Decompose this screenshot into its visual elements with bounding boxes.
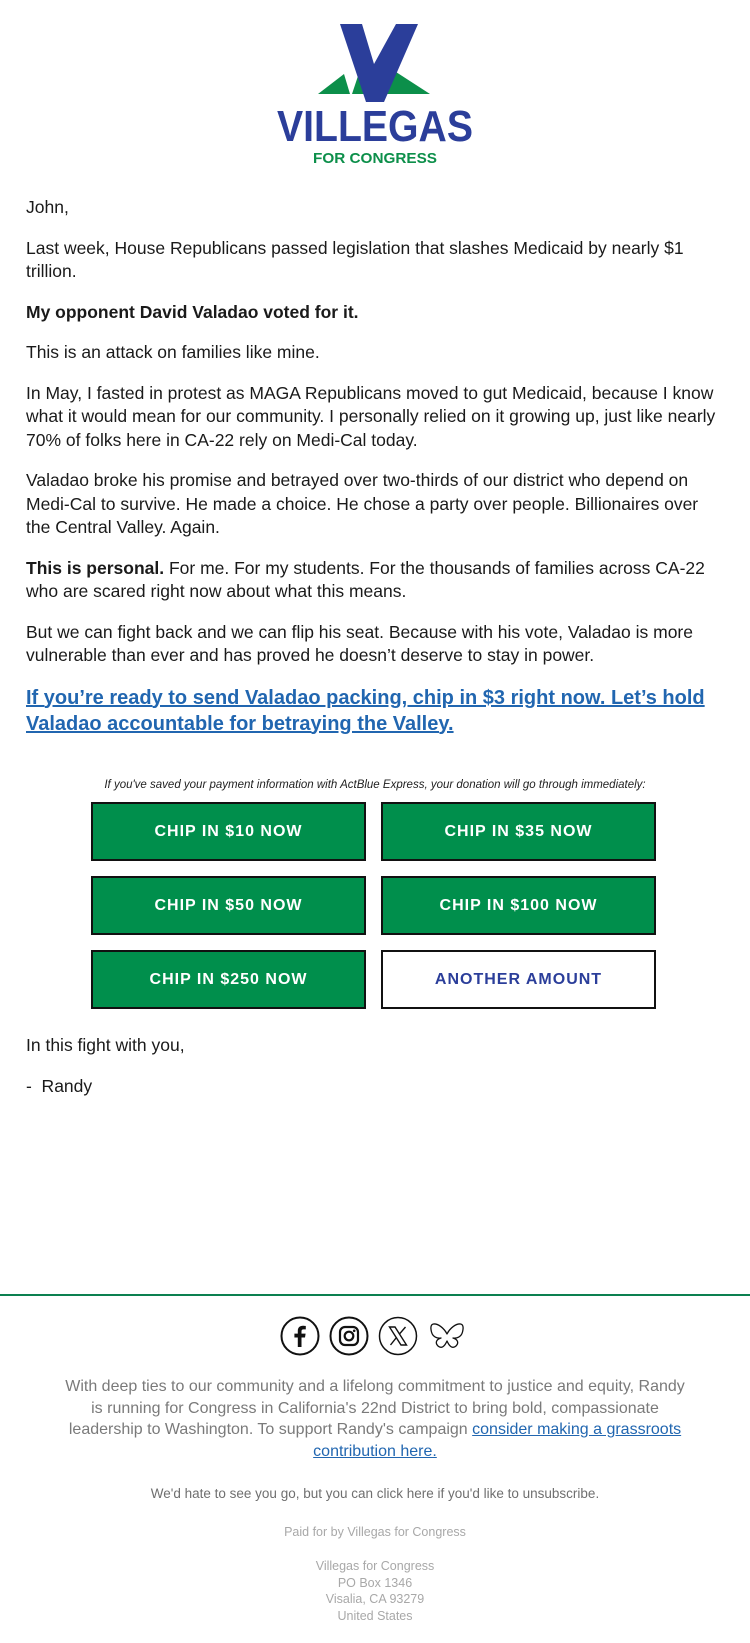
email-body <box>26 196 726 755</box>
address-line: PO Box 1346 <box>337 1575 413 1590</box>
another-amount-button[interactable]: ANOTHER AMOUNT <box>381 950 656 1009</box>
paragraph-1: Last week, House Republicans passed legislation that slashes Medicaid by nearly $1 trillion. <box>26 237 684 281</box>
unsubscribe-text[interactable]: We'd hate to see you go, but you can click here if you'd like to unsubscribe. <box>150 1486 600 1501</box>
chip-in-100-button[interactable]: CHIP IN $100 NOW <box>381 876 656 935</box>
greeting: John, <box>26 197 69 217</box>
actblue-express-note: If you've saved your payment information with ActBlue Express, your donation will go through immediately: <box>104 779 646 791</box>
chip-in-10-button[interactable]: CHIP IN $10 NOW <box>91 802 366 861</box>
chip-in-35-button[interactable]: CHIP IN $35 NOW <box>381 802 656 861</box>
paragraph-5: Valadao broke his promise and betrayed over two-thirds of our district who depend on Medi-Cal to survive. He made a choice. He chose a party over people. Billionaires over the Central Valley. Again. <box>26 470 699 537</box>
instagram-icon[interactable] <box>329 1316 369 1356</box>
closing-line: In this fight with you, <box>26 1035 185 1055</box>
facebook-icon[interactable] <box>280 1316 320 1356</box>
address-line: United States <box>337 1608 413 1623</box>
mailing-address <box>0 1558 750 1624</box>
paragraph-6-bold: This is personal. <box>26 557 165 578</box>
campaign-logo <box>0 22 750 167</box>
footer-about <box>60 1376 690 1462</box>
paragraph-4: In May, I fasted in protest as MAGA Republicans moved to gut Medicaid, because I know what it would mean for our community. I personally relied on it growing up, just like nearly 70% of folks here in CA-22 rely on Medi-Cal today. <box>26 382 716 450</box>
cta-donate-link[interactable]: If you’re ready to send Valadao packing, chip in $3 right now. Let’s hold Valadao accountable for betraying the Valley. <box>26 686 705 735</box>
social-links <box>280 1316 467 1356</box>
logo-tagline: FOR CONGRESS <box>313 150 437 167</box>
paragraph-2 <box>26 301 726 325</box>
address-line: Villegas for Congress <box>315 1559 435 1573</box>
logo-wordmark: VILLEGAS <box>277 102 473 151</box>
footer-divider <box>0 1294 750 1296</box>
paragraph-7: But we can fight back and we can flip his seat. Because with his vote, Valadao is more vulnerable than ever and has proved he doesn’t deserve to stay in power. <box>26 621 693 665</box>
paragraph-6 <box>26 557 726 604</box>
address-line: Visalia, CA 93279 <box>325 1592 425 1606</box>
chip-in-50-button[interactable]: CHIP IN $50 NOW <box>91 876 366 935</box>
signoff <box>26 1034 185 1116</box>
paragraph-3: This is an attack on families like mine. <box>26 342 320 362</box>
bluesky-icon[interactable] <box>427 1316 467 1356</box>
bold-statement: My opponent David Valadao voted for it. <box>26 301 359 322</box>
footer-about-text: With deep ties to our community and a lifelong commitment to justice and equity, Randy is running for Congress in California's 22nd District to bring bold, compassionate leadership to Washington. To support Randy's campaign <box>65 1378 685 1438</box>
paragraph-6-rest: For me. For my students. For the thousands of families across CA-22 who are scared right now about what this means. <box>26 557 705 601</box>
paid-for-disclaimer: Paid for by Villegas for Congress <box>284 1525 466 1539</box>
signature: - Randy <box>26 1076 93 1096</box>
chip-in-250-button[interactable]: CHIP IN $250 NOW <box>91 950 366 1009</box>
logo-triangle-left <box>318 74 350 94</box>
x-icon[interactable] <box>378 1316 418 1356</box>
grassroots-contribution-link[interactable]: consider making a grassroots contribution here. <box>313 1421 682 1460</box>
